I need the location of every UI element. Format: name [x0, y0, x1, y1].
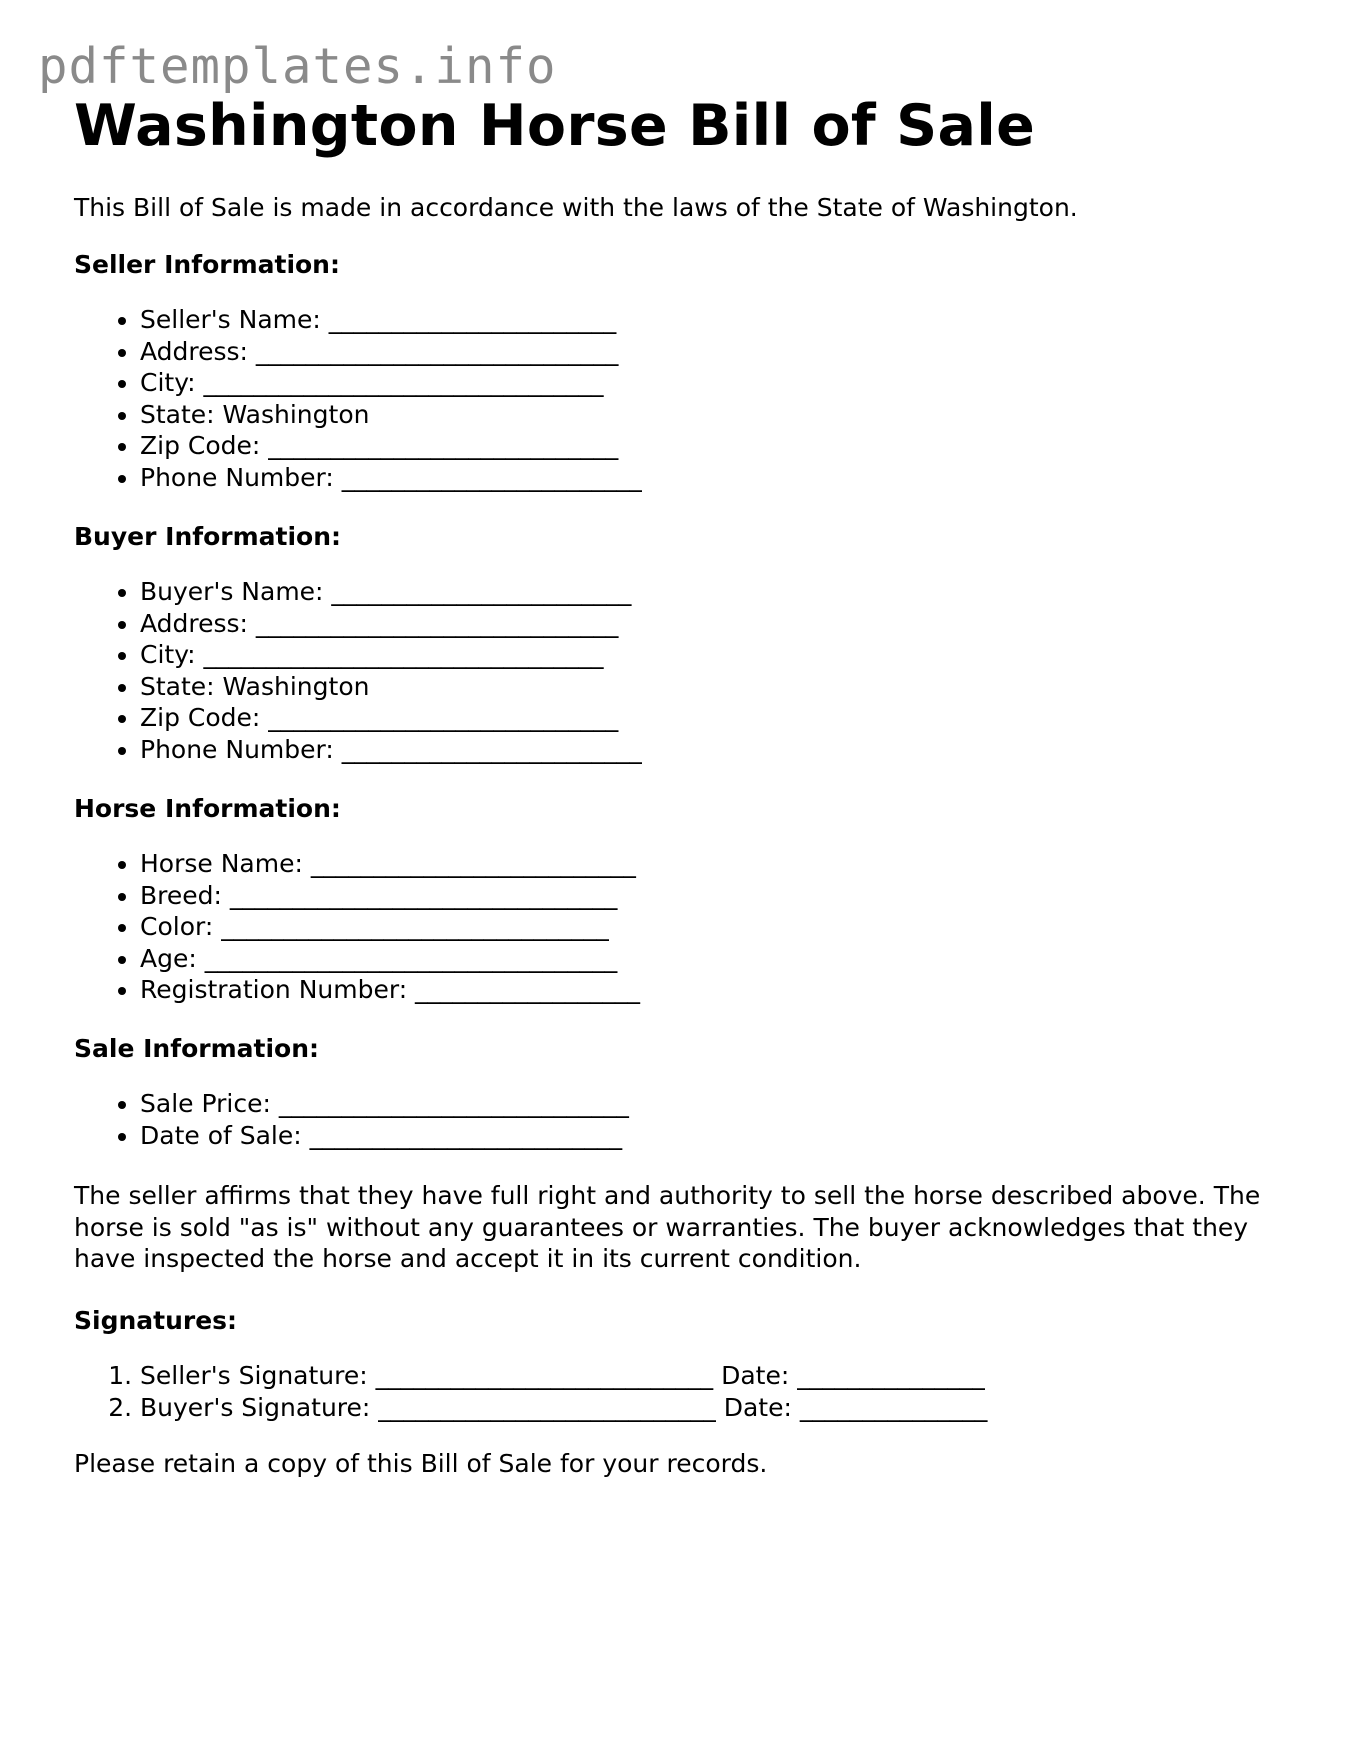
seller-city-field[interactable]: • City: ________________________________: [140, 367, 642, 399]
sale-date-field[interactable]: • Date of Sale: _________________________: [140, 1120, 629, 1152]
signatures-heading: Signatures:: [74, 1306, 238, 1335]
buyer-state-field: • State: Washington: [140, 671, 642, 703]
intro-text: This Bill of Sale is made in accordance with the laws of the State of Washington.: [74, 193, 1078, 222]
horse-name-field[interactable]: • Horse Name: __________________________: [140, 848, 640, 880]
buyer-city-field[interactable]: • City: ________________________________: [140, 639, 642, 671]
buyer-signature-line[interactable]: 2. Buyer's Signature: ___________________________ Date: _______________: [140, 1392, 987, 1424]
seller-state-field: • State: Washington: [140, 399, 642, 431]
document-body: [74, 92, 1294, 1478]
horse-heading: Horse Information:: [74, 794, 341, 823]
sale-heading: Sale Information:: [74, 1034, 319, 1063]
buyer-name-field[interactable]: • Buyer's Name: ________________________: [140, 576, 642, 608]
seller-zip-field[interactable]: • Zip Code: ____________________________: [140, 430, 642, 462]
sale-price-field[interactable]: • Sale Price: ____________________________: [140, 1088, 629, 1120]
affirmation-text: The seller affirms that they have full right and authority to sell the horse described above. The horse is sold "as is" without any guarantees or warranties. The buyer acknowledges that they have inspected the horse and accept it in its current condition.: [74, 1181, 1261, 1273]
horse-age-field[interactable]: • Age: _________________________________: [140, 943, 640, 975]
seller-name-field[interactable]: • Seller's Name: _______________________: [140, 304, 642, 336]
horse-field-list: [74, 848, 640, 1006]
buyer-address-field[interactable]: • Address: _____________________________: [140, 608, 642, 640]
buyer-phone-field[interactable]: • Phone Number: ________________________: [140, 734, 642, 766]
seller-phone-field[interactable]: • Phone Number: ________________________: [140, 462, 642, 494]
buyer-field-list: [74, 576, 642, 765]
horse-breed-field[interactable]: • Breed: _______________________________: [140, 880, 640, 912]
seller-heading: Seller Information:: [74, 250, 340, 279]
page-title: Washington Horse Bill of Sale: [74, 93, 1036, 159]
closing-text: Please retain a copy of this Bill of Sale for your records.: [74, 1449, 768, 1478]
sale-field-list: [74, 1088, 629, 1151]
signature-list: [74, 1360, 987, 1423]
buyer-heading: Buyer Information:: [74, 522, 342, 551]
buyer-zip-field[interactable]: • Zip Code: ____________________________: [140, 702, 642, 734]
seller-field-list: [74, 304, 642, 493]
watermark-text: pdftemplates.info: [38, 38, 557, 95]
seller-address-field[interactable]: • Address: _____________________________: [140, 336, 642, 368]
horse-registration-field[interactable]: • Registration Number: __________________: [140, 974, 640, 1006]
seller-signature-line[interactable]: 1. Seller's Signature: ___________________________ Date: _______________: [140, 1360, 987, 1392]
horse-color-field[interactable]: • Color: _______________________________: [140, 911, 640, 943]
